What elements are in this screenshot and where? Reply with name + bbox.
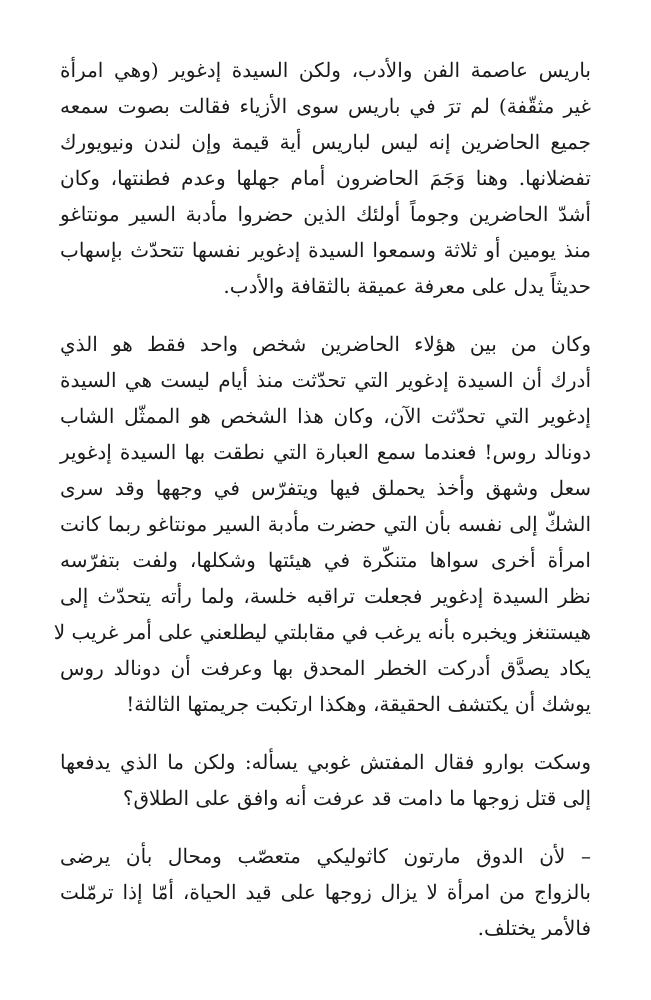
paragraph-1 bbox=[60, 52, 591, 304]
text-line: إدغوير التي تحدّثت الآن، وكان هذا الشخص هو الممثّل الشاب bbox=[60, 404, 591, 428]
paragraph-4 bbox=[60, 838, 591, 946]
text-line: الشكّ إلى نفسه بأن التي حضرت مأدبة السير مونتاغو ربما كانت bbox=[60, 512, 591, 536]
text-line: حديثاً يدل على معرفة عميقة بالثقافة والأدب. bbox=[223, 274, 591, 298]
text-line: غير مثقّفة) لم ترَ في باريس سوى الأزياء فقالت بصوت سمعه bbox=[60, 94, 591, 118]
text-line: أدرك أن السيدة إدغوير التي تحدّثت منذ أيام ليست هي السيدة bbox=[60, 368, 591, 392]
text-line: هيستنغز ويخبره بأنه يرغب في مقابلتي ليطلعني على أمر غريب لا bbox=[53, 620, 591, 644]
text-line: دونالد روس! فعندما سمع العبارة التي نطقت بها السيدة إدغوير bbox=[60, 440, 591, 464]
text-line: يكاد يصدَّق أدركت الخطر المحدق بها وعرفت أن دونالد روس bbox=[60, 656, 591, 680]
text-line: بالزواج من امرأة لا يزال زوجها على قيد الحياة، أمّا إذا ترمّلت bbox=[60, 880, 591, 904]
text-line: أشدّ الحاضرين وجوماً أولئك الذين حضروا مأدبة السير مونتاغو bbox=[60, 202, 591, 226]
text-line: تفضلانها. وهنا وَجَمَ الحاضرون أمام جهلها وعدم فطنتها، وكان bbox=[60, 166, 591, 190]
text-line: إلى قتل زوجها ما دامت قد عرفت أنه وافق على الطلاق؟ bbox=[122, 786, 591, 810]
text-line: منذ يومين أو ثلاثة وسمعوا السيدة إدغوير نفسها تتحدّث بإسهاب bbox=[60, 238, 591, 262]
text-line: جميع الحاضرين إنه ليس لباريس أية قيمة وإن لندن ونيويورك bbox=[60, 130, 591, 154]
text-line: وسكت بوارو فقال المفتش غوبي يسأله: ولكن ما الذي يدفعها bbox=[60, 750, 591, 774]
text-line: وكان من بين هؤلاء الحاضرين شخص واحد فقط هو الذي bbox=[60, 332, 591, 356]
text-line: يوشك أن يكتشف الحقيقة، وهكذا ارتكبت جريمتها الثالثة! bbox=[126, 692, 591, 716]
text-line: باريس عاصمة الفن والأدب، ولكن السيدة إدغوير (وهي امرأة bbox=[60, 58, 591, 82]
paragraph-3 bbox=[60, 744, 591, 816]
text-line: نظر السيدة إدغوير فجعلت تراقبه خلسة، ولما رأته يتحدّث إلى bbox=[60, 584, 591, 608]
text-line: سعل وشهق وأخذ يحملق فيها ويتفرّس في وجهها وقد سرى bbox=[60, 476, 591, 500]
text-line: فالأمر يختلف. bbox=[477, 916, 591, 940]
book-page bbox=[53, 52, 591, 946]
paragraph-2 bbox=[53, 326, 591, 722]
text-line: امرأة أخرى سواها متنكّرة في هيئتها وشكلها، ولفت بتفرّسه bbox=[60, 548, 591, 572]
text-line: – لأن الدوق مارتون كاثوليكي متعصّب ومحال بأن يرضى bbox=[60, 844, 591, 868]
